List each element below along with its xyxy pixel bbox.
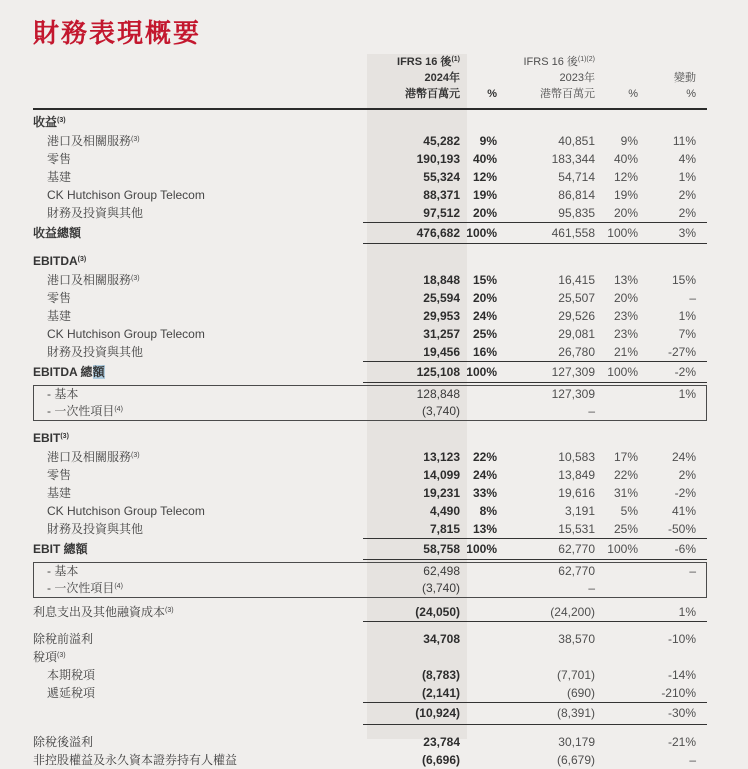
- section-header-row: [33, 429, 707, 448]
- cell-c2: 100%: [466, 226, 497, 240]
- section-header-row: [33, 113, 707, 132]
- cell-c4: 20%: [613, 206, 638, 220]
- row-label: 除稅前溢利: [33, 632, 94, 646]
- footnote-marker: (4): [114, 583, 123, 590]
- cell-c1: (6,696): [421, 753, 460, 767]
- cell-c3: 38,570: [558, 632, 595, 646]
- summary-row: [33, 648, 707, 666]
- cell-c4: 22%: [613, 468, 638, 482]
- header-year-2024: 2024年: [424, 72, 460, 84]
- row-label: 基建: [47, 170, 72, 184]
- line-item-row: [33, 186, 707, 204]
- row-label: 稅項$^{(3)}$: [33, 650, 66, 664]
- cell-c5: –: [689, 291, 696, 305]
- row-label: 基建: [47, 309, 72, 323]
- cell-c5: 4%: [678, 152, 696, 166]
- cell-c1: 7,815: [429, 522, 460, 536]
- row-label: 零售: [47, 468, 72, 482]
- cell-c1: (8,783): [421, 668, 460, 682]
- cell-c1: 97,512: [423, 206, 460, 220]
- cell-c2: 25%: [472, 327, 497, 341]
- cell-c1: 128,848: [416, 387, 460, 401]
- underlying-items-box: [33, 385, 707, 421]
- cell-c5: -2%: [674, 365, 696, 379]
- cell-c3: 86,814: [558, 188, 595, 202]
- cell-c2: 20%: [472, 206, 497, 220]
- cell-c3: 62,770: [558, 542, 595, 556]
- summary-row: [33, 733, 707, 751]
- cell-c2: 12%: [472, 170, 497, 184]
- total-row: [33, 362, 707, 382]
- cell-c2: 24%: [472, 468, 497, 482]
- cell-c3: (24,200): [550, 605, 595, 619]
- cell-c2: 22%: [472, 450, 497, 464]
- cell-c3: –: [588, 404, 595, 418]
- cell-c4: 21%: [613, 345, 638, 359]
- cell-c1: 25,594: [423, 291, 460, 305]
- section-spacer: [33, 622, 707, 630]
- cell-c3: 15,531: [558, 522, 595, 536]
- cell-c3: 95,835: [558, 206, 595, 220]
- total-row: [33, 539, 707, 559]
- line-item-row: [33, 168, 707, 186]
- row-label: - 一次性項目$^{(4)}$: [47, 404, 123, 418]
- line-item-row: [33, 204, 707, 222]
- header-change: 變動: [674, 72, 696, 84]
- cell-c2: 24%: [472, 309, 497, 323]
- cell-c2: 8%: [479, 504, 497, 518]
- line-item-row: [33, 666, 707, 684]
- cell-c3: 13,849: [558, 468, 595, 482]
- cell-c3: (8,391): [556, 706, 595, 720]
- cell-c3: 461,558: [551, 226, 595, 240]
- line-item-row: [33, 484, 707, 502]
- cell-c1: 476,682: [416, 226, 460, 240]
- header-unit-2024: 港幣百萬元: [405, 88, 460, 100]
- header-row-standard: [33, 54, 707, 70]
- section-spacer: [33, 725, 707, 733]
- cell-c2: 19%: [472, 188, 497, 202]
- cell-c4: 19%: [613, 188, 638, 202]
- cell-c5: 1%: [678, 309, 696, 323]
- cell-c2: 40%: [472, 152, 497, 166]
- section-spacer: [33, 244, 707, 252]
- cell-c2: 16%: [472, 345, 497, 359]
- page-title: 財務表現概要: [33, 19, 202, 49]
- cell-c2: 13%: [472, 522, 497, 536]
- line-item-row: [33, 520, 707, 538]
- cell-c5: 24%: [671, 450, 696, 464]
- cell-c2: 9%: [479, 134, 497, 148]
- cell-c3: 26,780: [558, 345, 595, 359]
- underlying-items-box: [33, 562, 707, 598]
- cell-c5: -10%: [667, 632, 696, 646]
- cell-c5: 2%: [678, 188, 696, 202]
- cell-c1: (24,050): [415, 605, 460, 619]
- summary-row: [33, 751, 707, 769]
- cell-c4: 13%: [613, 273, 638, 287]
- cell-c2: 100%: [466, 365, 497, 379]
- cell-c5: -21%: [667, 735, 696, 749]
- row-label: 收益總額: [33, 226, 82, 240]
- cell-c2: 15%: [472, 273, 497, 287]
- row-label: CK Hutchison Group Telecom: [47, 504, 205, 518]
- cell-c1: 14,099: [423, 468, 460, 482]
- cell-c1: 4,490: [429, 504, 460, 518]
- row-label: - 基本: [47, 564, 79, 578]
- row-label: 零售: [47, 291, 72, 305]
- cell-c1: (10,924): [415, 706, 460, 720]
- footnote-marker: (3): [60, 433, 69, 440]
- cell-c4: 40%: [613, 152, 638, 166]
- cell-c1: 190,193: [416, 152, 460, 166]
- cell-c3: 19,616: [558, 486, 595, 500]
- row-label: 港口及相關服務$^{(3)}$: [47, 134, 140, 148]
- line-item-row: [33, 325, 707, 343]
- cell-c3: (690): [566, 686, 595, 700]
- total-row: [33, 223, 707, 243]
- cell-c1: 19,231: [423, 486, 460, 500]
- cell-c5: -14%: [667, 668, 696, 682]
- header-row-units: [33, 86, 707, 102]
- cell-c1: 23,784: [423, 735, 460, 749]
- cell-c5: -6%: [674, 542, 696, 556]
- cell-c3: 29,081: [558, 327, 595, 341]
- cell-c3: 25,507: [558, 291, 595, 305]
- cell-c5: 1%: [678, 605, 696, 619]
- header-2024-standard: IFRS 16 後$^{(1)}$: [397, 56, 460, 68]
- footnote-marker: (3): [77, 256, 87, 263]
- total-rule-bottom: [363, 382, 707, 383]
- header-2023-standard: IFRS 16 後$^{(1)(2)}$: [523, 56, 595, 68]
- cell-c4: 9%: [620, 134, 638, 148]
- subtotal-row: [33, 703, 707, 724]
- cell-c2: 100%: [466, 542, 497, 556]
- cell-c5: –: [689, 564, 696, 578]
- row-label: 本期稅項: [47, 668, 96, 682]
- line-item-row: [33, 502, 707, 520]
- header-pct-change: %: [686, 88, 696, 100]
- cell-c4: 17%: [613, 450, 638, 464]
- footnote-marker: (4): [114, 406, 123, 413]
- header-pct-2024: %: [487, 88, 497, 100]
- cell-c3: 29,526: [558, 309, 595, 323]
- footnote-marker: (3): [131, 136, 140, 143]
- cell-c3: –: [588, 581, 595, 595]
- cell-c3: 127,309: [551, 387, 595, 401]
- cell-c5: 11%: [672, 134, 696, 148]
- cell-c3: 62,770: [558, 564, 595, 578]
- cell-c3: 183,344: [551, 152, 595, 166]
- cell-c3: (6,679): [556, 753, 595, 767]
- cell-c1: 125,108: [416, 365, 460, 379]
- cell-c1: 19,456: [423, 345, 460, 359]
- cell-c3: 10,583: [558, 450, 595, 464]
- boxed-sub-row: [34, 580, 706, 597]
- cell-c5: 7%: [678, 327, 696, 341]
- row-label: 財務及投資與其他: [47, 206, 144, 220]
- cell-c3: 40,851: [558, 134, 595, 148]
- cell-c4: 5%: [620, 504, 638, 518]
- line-item-row: [33, 448, 707, 466]
- row-label: EBITDA 總額: [33, 365, 105, 379]
- cell-c5: 2%: [678, 468, 696, 482]
- row-label: 基建: [47, 486, 72, 500]
- header-row-year: [33, 70, 707, 86]
- cell-c5: -50%: [667, 522, 696, 536]
- section-spacer: [33, 421, 707, 429]
- cell-c3: 16,415: [558, 273, 595, 287]
- footnote-marker: (3): [57, 652, 66, 659]
- row-label: 港口及相關服務$^{(3)}$: [47, 273, 140, 287]
- line-item-row: [33, 307, 707, 325]
- footnote-marker: (3): [131, 452, 140, 459]
- cell-c4: 20%: [613, 291, 638, 305]
- cell-c5: 1%: [678, 387, 696, 401]
- section-header-row: [33, 252, 707, 271]
- cell-c1: 62,498: [423, 564, 460, 578]
- cell-c4: 31%: [613, 486, 638, 500]
- table-header: [33, 51, 707, 110]
- cell-c5: 1%: [678, 170, 696, 184]
- cell-c1: 29,953: [423, 309, 460, 323]
- row-label: 除稅後溢利: [33, 735, 94, 749]
- cell-c2: 33%: [472, 486, 497, 500]
- cell-c1: 55,324: [423, 170, 460, 184]
- cell-c1: 18,848: [423, 273, 460, 287]
- row-label: EBIT$^{(3)}$: [33, 431, 69, 445]
- row-label: 財務及投資與其他: [47, 345, 144, 359]
- cell-c4: 100%: [607, 226, 638, 240]
- cell-c3: (7,701): [556, 668, 595, 682]
- row-label: CK Hutchison Group Telecom: [47, 327, 205, 341]
- row-label: 零售: [47, 152, 72, 166]
- row-label: 利息支出及其他融資成本$^{(3)}$: [33, 605, 174, 619]
- boxed-sub-row: [34, 386, 706, 403]
- cell-c4: 23%: [613, 309, 638, 323]
- table-body: [33, 110, 707, 769]
- cell-c4: 25%: [613, 522, 638, 536]
- cell-c1: (2,141): [421, 686, 460, 700]
- boxed-sub-row: [34, 563, 706, 580]
- row-label: 港口及相關服務$^{(3)}$: [47, 450, 140, 464]
- cell-c1: (3,740): [421, 581, 460, 595]
- cell-c5: 41%: [671, 504, 696, 518]
- cell-c1: 88,371: [423, 188, 460, 202]
- cell-c1: 45,282: [423, 134, 460, 148]
- header-year-2023: 2023年: [559, 72, 595, 84]
- cell-c1: 31,257: [423, 327, 460, 341]
- cell-c1: 13,123: [423, 450, 460, 464]
- cell-c1: 34,708: [423, 632, 460, 646]
- line-item-row: [33, 271, 707, 289]
- line-item-row: [33, 289, 707, 307]
- cell-c5: -210%: [661, 686, 696, 700]
- row-label: - 一次性項目$^{(4)}$: [47, 581, 123, 595]
- line-item-row: [33, 132, 707, 150]
- cell-c3: 3,191: [564, 504, 595, 518]
- cell-c3: 127,309: [551, 365, 595, 379]
- cell-c5: -30%: [667, 706, 696, 720]
- cell-c3: 30,179: [558, 735, 595, 749]
- line-item-row: [33, 343, 707, 361]
- header-pct-2023: %: [628, 88, 638, 100]
- selection-highlight: 額: [92, 365, 105, 379]
- cell-c4: 100%: [607, 542, 638, 556]
- cell-c5: -2%: [674, 486, 696, 500]
- row-label: - 基本: [47, 387, 79, 401]
- cell-c2: 20%: [472, 291, 497, 305]
- row-label: 遞延稅項: [47, 686, 96, 700]
- boxed-sub-row: [34, 403, 706, 420]
- cell-c5: 2%: [678, 206, 696, 220]
- row-label: CK Hutchison Group Telecom: [47, 188, 205, 202]
- row-label: 非控股權益及永久資本證券持有人權益: [33, 753, 238, 767]
- header-unit-2023: 港幣百萬元: [540, 88, 595, 100]
- cell-c4: 12%: [613, 170, 638, 184]
- row-label: 收益$^{(3)}$: [33, 115, 66, 129]
- line-item-row: [33, 466, 707, 484]
- footnote-marker: (3): [57, 117, 66, 124]
- footnote-marker: (3): [165, 607, 174, 614]
- cell-c4: 23%: [613, 327, 638, 341]
- summary-row: [33, 603, 707, 621]
- cell-c1: (3,740): [421, 404, 460, 418]
- line-item-row: [33, 684, 707, 702]
- row-label: EBITDA$^{(3)}$: [33, 254, 87, 268]
- row-label: 財務及投資與其他: [47, 522, 144, 536]
- footnote-marker: (3): [131, 275, 140, 282]
- cell-c1: 58,758: [423, 542, 460, 556]
- summary-row: [33, 630, 707, 648]
- cell-c5: -27%: [667, 345, 696, 359]
- total-rule-bottom: [363, 559, 707, 560]
- line-item-row: [33, 150, 707, 168]
- cell-c5: 3%: [678, 226, 696, 240]
- row-label: EBIT 總額: [33, 542, 88, 556]
- cell-c5: 15%: [671, 273, 696, 287]
- cell-c5: –: [689, 753, 696, 767]
- cell-c4: 100%: [607, 365, 638, 379]
- cell-c3: 54,714: [558, 170, 595, 184]
